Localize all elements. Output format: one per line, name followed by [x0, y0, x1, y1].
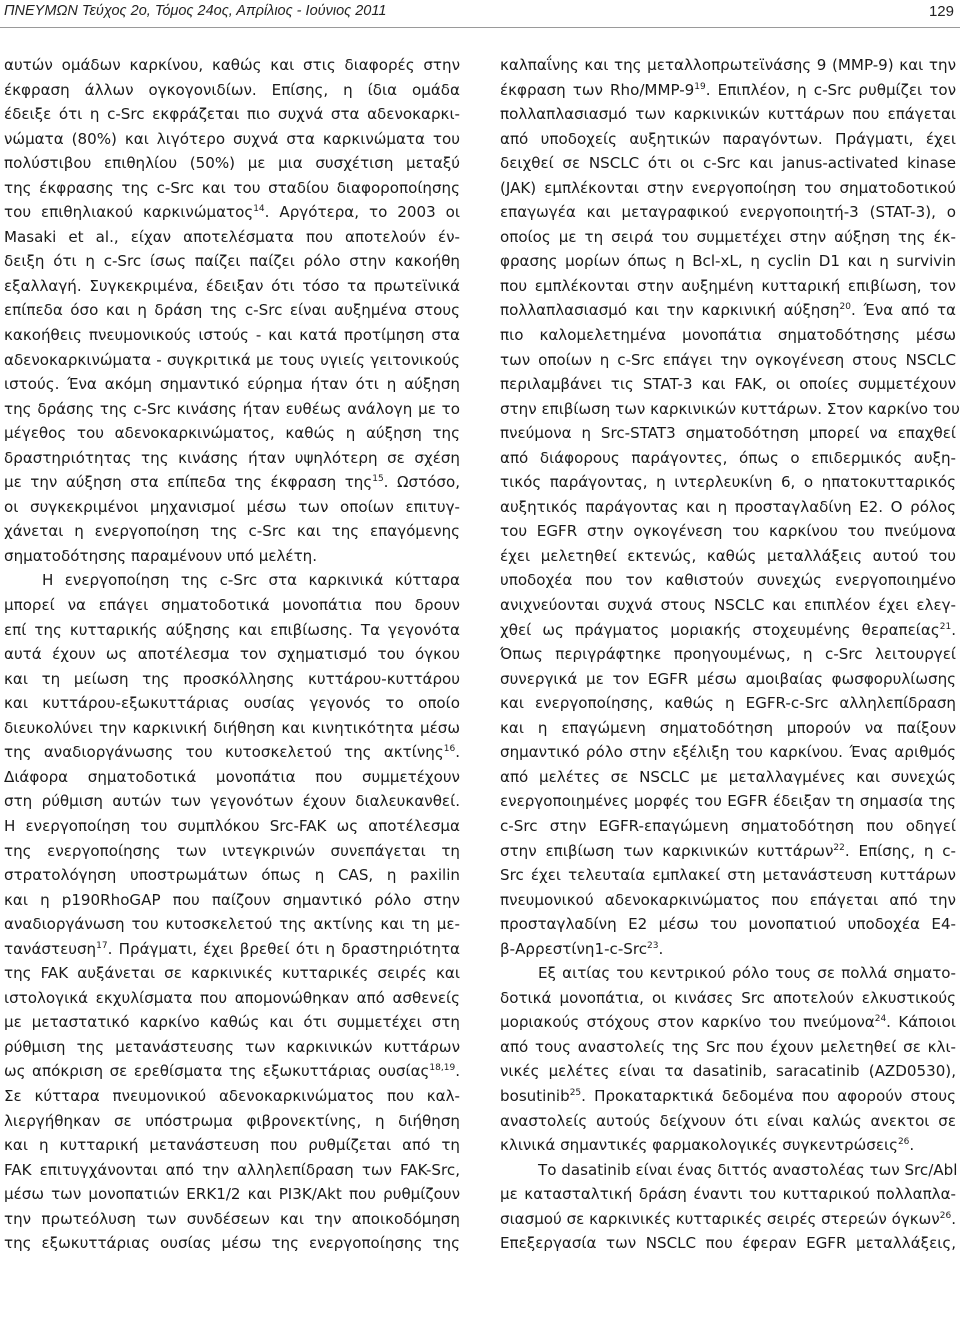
text-line: [500, 421, 956, 446]
reference-superscript: 14: [253, 204, 265, 215]
line-text: δειξη ότι η c-Src ίσως παίζει παίζει ρόλο στην κακοήθη: [4, 252, 460, 271]
text-line: [500, 1207, 956, 1232]
text-line: [500, 176, 956, 201]
reference-superscript: 24: [874, 1014, 887, 1025]
text-line: [4, 765, 460, 790]
text-line: [4, 519, 460, 544]
text-line: [4, 1084, 460, 1109]
reference-superscript: 26: [897, 1137, 910, 1148]
line-text: και η επαγώμενη σηματοδότηση μπορούν να παίξουν: [500, 718, 956, 737]
text-line: [500, 249, 956, 274]
line-text: έδειξε ότι η c-Src εκφράζεται πιο συχνά στα αδενοκαρκι-: [4, 105, 460, 124]
text-line: [500, 200, 956, 225]
line-text: της εξωκυττάριας ουσίας μέσω της ενεργοποίησης της: [4, 1234, 460, 1253]
line-text-continuation: .: [455, 743, 460, 762]
line-text: έκφραση των Rho/MMP-9: [500, 80, 695, 99]
text-line: [500, 1109, 956, 1134]
text-line: [4, 446, 460, 471]
text-line: [4, 78, 460, 103]
header-rule: [0, 27, 960, 28]
line-text: χάνεται η ενεργοποίηση της c-Src και της επαγόμενης: [4, 522, 460, 541]
line-text-continuation: .: [951, 1209, 956, 1228]
journal-title: ΠΝΕΥΜΩΝ Τεύχος 2ο, Τόμος 24ος, Απρίλιος - Ιούνιος 2011: [4, 3, 387, 19]
text-line: [500, 53, 956, 78]
line-text: διευκολύνει την καρκινική διήθηση και κινητικότητα μέσω: [4, 718, 460, 737]
text-line: [500, 495, 956, 520]
reference-superscript: 26: [939, 1210, 952, 1221]
text-line: [500, 1158, 956, 1183]
line-text: που εμπλέκονται στην αυξημένη κυτταρική επιβίωση, τον: [500, 276, 956, 295]
text-line: [4, 642, 460, 667]
text-line: [4, 1059, 460, 1084]
text-line: [500, 397, 960, 422]
reference-superscript: 20: [839, 302, 851, 313]
line-text-continuation: .: [951, 620, 956, 639]
text-line: [4, 397, 460, 422]
line-text-continuation: . Ωστόσο,: [383, 473, 460, 492]
text-line: [500, 937, 956, 962]
text-line: [500, 691, 956, 716]
line-text: Masaki et al., είχαν αποτελέσματα που αποτελούν έν-: [4, 227, 460, 246]
text-line: [4, 200, 460, 225]
text-line: [4, 1207, 460, 1232]
text-line: [4, 863, 460, 888]
text-line: [500, 740, 956, 765]
line-text-continuation: . Αργότερα, το 2003 οι: [264, 203, 460, 222]
line-text: στην επιβίωση των καρκινικών κυττάρων. Στον καρκίνο του: [500, 399, 960, 418]
text-line: [4, 274, 460, 299]
text-line: [4, 593, 460, 618]
text-line: [500, 544, 956, 569]
reference-superscript: 16: [443, 744, 456, 755]
text-line: [500, 298, 956, 323]
text-line: [500, 274, 956, 299]
line-text: με κατασταλτική δράση έναντι του κυτταρικού πολλαπλα-: [500, 1185, 956, 1204]
text-line: [4, 372, 460, 397]
line-text: c-Src στην EGFR-επαγώμενη σηματοδότηση που οδηγεί: [500, 816, 956, 835]
text-line: [4, 937, 460, 962]
text-line: [4, 470, 460, 495]
text-line: [500, 839, 956, 864]
text-line: [500, 323, 956, 348]
text-line: [500, 78, 956, 103]
text-line: [4, 151, 460, 176]
line-text: περιλαμβάνει τις STAT-3 και FAK, οι οποίες συμμετέχουν: [500, 375, 956, 394]
line-text: σιασμού σε καρκινικές κυτταρικές σειρές στερεών όγκων: [500, 1209, 940, 1228]
line-text-continuation: . Ένα από τα: [850, 301, 956, 320]
reference-superscript: 23: [647, 940, 659, 951]
text-line: [500, 151, 956, 176]
line-text: από τους αναστολείς της Src που έχουν μελετηθεί σε κλι-: [500, 1037, 956, 1056]
text-line: [4, 544, 460, 569]
line-text: επαγωγέα και μεταγραφικού ενεργοποιητή-3 (STAT-3), ο: [500, 203, 956, 222]
text-line: [500, 127, 956, 152]
line-text: ιστούς. Ένα ακόμη σημαντικό εύρημα ήταν ότι η αύξηση: [4, 375, 460, 394]
text-line: [4, 298, 460, 323]
line-text: αυτών ομάδων καρκίνου, καθώς και στις διαφορές στην: [4, 56, 460, 74]
line-text: (JAK) εμπλέκονται στην ενεργοποίηση του σηματοδοτικού: [500, 178, 956, 197]
line-text: έκφραση άλλων ογκογονιδίων. Επίσης, η ίδια ομάδα: [4, 80, 460, 99]
line-text-continuation: . Επιπλέον, η c-Src ρυθμίζει τον: [705, 80, 957, 99]
line-text: οι συγκεκριμένοι μηχανισμοί μέσω των οποίων επιτυγ-: [4, 497, 460, 516]
line-text: Src έχει τελευταία εμπλακεί στη μετανάστευση κυττάρων: [500, 866, 956, 885]
line-text-continuation: . Πράγματι, έχει βρεθεί ότι η δραστηριότητα: [107, 939, 460, 958]
line-text: β-Αρρεστίνη1-c-Src: [500, 939, 648, 958]
line-text: Εξ αιτίας του κεντρικού ρόλο τους σε πολλά σηματο-: [538, 964, 956, 983]
text-line: [500, 1231, 956, 1256]
text-line: [500, 446, 956, 471]
right-text-column: [500, 53, 960, 1256]
line-text: δειχθεί σε NSCLC ότι οι c-Src και janus-activated kinase: [500, 154, 956, 173]
text-line: [4, 53, 460, 78]
line-text-continuation: .: [909, 1136, 915, 1155]
line-text: και ενεργοποίησης, καθώς η EGFR-c-Src αλληλεπίδραση: [500, 694, 956, 713]
line-text: ανιχνεύονται συχνά στους NSCLC και επιπλέον έχει ελεγ-: [500, 596, 956, 615]
line-text: πνευμονικού αδενοκαρκινώματος που επάγεται από την: [500, 890, 956, 909]
line-text: σηματοδότησης παραμένουν υπό μελέτη.: [4, 546, 318, 565]
line-text: προσταγλαδίνη Ε2 μέσω του μονοπατιού υποδοχέα Ε4-: [500, 915, 956, 934]
line-text: αναστολείς αυτούς δείχνουν ότι είναι καλώς ανεκτοι σε: [500, 1111, 956, 1130]
text-line: [4, 127, 460, 152]
line-text: της δράσης της c-Src κινάσης ήταν ευθέως ανάλογη με το: [4, 399, 460, 418]
line-text: υποδοχέα που τον καθιστούν συνεχώς ενεργοποιημένο: [500, 571, 956, 590]
line-text: του EGFR στην ογκογένεση του καρκίνου του πνεύμονα: [500, 522, 956, 541]
text-line: [4, 176, 460, 201]
line-text: μέσω των μονοπατιών ERK1/2 και PI3K/Akt που ρυθμίζουν: [4, 1185, 460, 1204]
left-text-column: [4, 53, 460, 1256]
text-line: [500, 642, 956, 667]
text-line: [4, 495, 460, 520]
text-line: [500, 1035, 956, 1060]
text-line: [4, 716, 460, 741]
line-text: αναδιοργάνωση του κυτοσκελετού της ακτίνης και τη με-: [4, 915, 460, 934]
line-text-continuation: . Κάποιοι: [886, 1013, 956, 1032]
text-line: [500, 1182, 956, 1207]
text-line: [500, 1010, 956, 1035]
line-text-continuation: . Επίσης, η c-: [844, 841, 956, 860]
line-text: ως απόκριση σε ερεθίσματα της εξωκυττάριας ουσίας: [4, 1062, 430, 1081]
line-text: Διάφορα σηματοδοτικά μονοπάτια που συμμετέχουν: [4, 767, 460, 786]
line-text: επί της κυτταρικής αύξησης και επιβίωσης. Τα γεγονότα: [4, 620, 460, 639]
line-text-continuation: . Προκαταρκτικά δεδομένα που αφορούν στους: [581, 1086, 956, 1105]
reference-superscript: 22: [833, 842, 845, 853]
reference-superscript: 18,19: [429, 1063, 456, 1074]
line-text: πολλαπλασιασμό των καρκινικών κυττάρων που επάγεται: [500, 105, 956, 124]
text-line: [500, 225, 956, 250]
line-text: Όπως περιγράφτηκε προηγουμένως, η c-Src λειτουργεί: [500, 645, 956, 664]
text-line: [500, 470, 956, 495]
text-line: [4, 1109, 460, 1134]
line-text: ιστολογικά εκχυλίσματα που απομονώθηκαν από ασθενείς: [4, 988, 460, 1007]
text-line: [4, 986, 460, 1011]
line-text: πολλαπλασιασμό και την καρκινική αύξηση: [500, 301, 840, 320]
text-line: [500, 961, 956, 986]
line-text: τικός παράγοντας, η ιντερλευκίνη 6, ο ηπατοκυτταρικός: [500, 473, 956, 492]
line-text: μπορεί να επάγει σηματοδοτικά μονοπάτια που δρουν: [4, 596, 460, 615]
text-line: [500, 102, 956, 127]
line-text: της έκφρασης της c-Src και του σταδίου διαφοροποίησης: [4, 178, 460, 197]
line-text: καλπαΐνης και της μεταλλοπρωτεϊνάσης 9 (MMP-9) και την: [500, 56, 956, 74]
line-text: δραστηριότητας της κινάσης ήταν υψηλότερη σε σχέση: [4, 448, 460, 467]
line-text: εξαλλαγή. Συγκεκριμένα, έδειξαν ότι τόσο τα πρωτεϊνικά: [4, 276, 460, 295]
line-text: πολύστιβου επιθηλίου (50%) με μια συσχέτιση μεταξύ: [4, 154, 460, 173]
text-line: [500, 912, 956, 937]
text-line: [4, 1182, 460, 1207]
text-line: [4, 789, 460, 814]
text-line: [500, 1084, 956, 1109]
line-text: του επιθηλιακού καρκινώματος: [4, 203, 254, 222]
line-text: και κυττάρου-εξωκυττάριας ουσίας γεγονός το οποίο: [4, 694, 460, 713]
text-line: [4, 814, 460, 839]
line-text: φρασης μορίων όπως η Bcl-xL, η cyclin D1 και η survivin: [500, 252, 956, 271]
text-line: [500, 667, 956, 692]
text-line: [4, 225, 460, 250]
text-line: [4, 323, 460, 348]
text-line: [4, 888, 460, 913]
line-text: στην επιβίωση των καρκινικών κυττάρων: [500, 841, 834, 860]
text-line: [4, 421, 460, 446]
text-line: [500, 618, 956, 643]
reference-superscript: 19: [694, 81, 706, 92]
line-text: στρατολόγηση υποστρωμάτων όπως η CAS, η paxilin: [4, 866, 460, 885]
reference-superscript: 21: [939, 621, 952, 632]
line-text: των οποίων η c-Src επάγει την ογκογένεση στους NSCLC: [500, 350, 956, 369]
line-text-continuation: .: [455, 1062, 460, 1081]
page-header: [0, 0, 960, 32]
line-text: της FAK αυξάνεται σε καρκινικές κυτταρικές σειρές και: [4, 964, 460, 983]
line-text: ενεργοποιημένες μορφές του EGFR έδειξαν τη σημασία της: [500, 792, 956, 811]
line-text: από υποδοχείς αυξητικών παραγόντων. Πράγματι, έχει: [500, 129, 956, 148]
line-text-continuation: .: [658, 939, 664, 958]
line-text: από μελέτες σε NSCLC με μεταλλαγμένες και συνεχώς: [500, 767, 956, 786]
text-line: [4, 1010, 460, 1035]
text-line: [4, 961, 460, 986]
page-number: 129: [928, 3, 954, 20]
line-text: bosutinib: [500, 1086, 570, 1105]
text-line: [4, 740, 460, 765]
line-text: αυξητικός παράγοντας και η προσταγλαδίνη Ε2. Ο ρόλος: [500, 497, 956, 516]
line-text: οποίος με τη σειρά του συμμετέχει στην αύξηση της έκ-: [500, 227, 956, 246]
line-text: αυτά έχουν ως αποτέλεσμα τον σχηματισμό του όγκου: [4, 645, 460, 664]
text-line: [4, 667, 460, 692]
text-line: [500, 568, 956, 593]
line-text: σημαντικό ρόλο στην εξέλιξη του καρκίνου. Ένας αριθμός: [500, 743, 956, 762]
line-text: από διάφορους παράγοντες, όπως ο επιδερμικός αυξη-: [500, 448, 956, 467]
line-text: στη ρύθμιση αυτών των γεγονότων έχουν διαλευκανθεί.: [4, 792, 460, 811]
text-line: [500, 986, 956, 1011]
line-text: και η p190RhoGAP που παίζουν σημαντικό ρόλο στην: [4, 890, 460, 909]
line-text: και η κυτταρική μετανάστευση που ρυθμίζεται από τη: [4, 1136, 460, 1155]
reference-superscript: 25: [569, 1087, 582, 1098]
text-line: [500, 348, 956, 373]
line-text: Η ενεργοποίηση της c-Src στα καρκινικά κύτταρα: [42, 571, 460, 590]
line-text: Επεξεργασία των NSCLC που έφεραν EGFR μεταλλάξεις,: [500, 1234, 956, 1253]
text-line: [4, 102, 460, 127]
text-line: [4, 348, 460, 373]
text-line: [500, 372, 956, 397]
text-line: [500, 765, 956, 790]
line-text: Σε κύτταρα πνευμονικού αδενοκαρκινώματος που καλ-: [4, 1086, 460, 1105]
text-line: [500, 716, 956, 741]
line-text: τανάστευση: [4, 939, 97, 958]
line-text: λιεργήθηκαν σε υπόστρωμα φιβρονεκτίνης, η διήθηση: [4, 1111, 460, 1130]
line-text: συνεργικά με τον EGFR μέσω αμοιβαίας φωσφορυλίωσης: [500, 669, 956, 688]
line-text: FAK επιτυγχάνονται από την αλληλεπίδραση των FAK-Src,: [4, 1160, 460, 1179]
text-line: [500, 888, 956, 913]
text-line: [500, 593, 956, 618]
text-line: [4, 1231, 460, 1256]
line-text: αδενοκαρκινώματα - συγκριτικά με τους υγιείς γειτονικούς: [4, 350, 460, 369]
line-text: Το dasatinib είναι ένας διττός αναστολέας των Src/Abl: [538, 1160, 958, 1179]
line-text: πνεύμονα η Src-STAT3 σηματοδότηση μπορεί να επαχθεί: [500, 424, 956, 443]
reference-superscript: 15: [372, 474, 384, 485]
line-text: της ενεργοποίησης των ιντεγκρινών συνεπάγεται τη: [4, 841, 460, 860]
text-line: [4, 618, 460, 643]
text-line: [4, 1133, 460, 1158]
line-text: την πρωτεόλυση των συνδέσεων και την αποικοδόμηση: [4, 1209, 460, 1228]
text-line: [4, 249, 460, 274]
line-text: Η ενεργοποίηση του συμπλόκου Src-FAK ως αποτέλεσμα: [4, 816, 460, 835]
text-line: [500, 519, 956, 544]
text-line: [4, 568, 460, 593]
text-line: [4, 691, 460, 716]
line-text: χθεί ως πράγματος μοριακής στοχευμένης θεραπείας: [500, 620, 940, 639]
line-text: δοτικά μονοπάτια, οι κινάσες Src αποτελούν ελκυστικούς: [500, 988, 956, 1007]
line-text: κακοήθεις πνευμονικούς ιστούς - και κατά προτίμηση στα: [4, 326, 460, 345]
line-text: πιο καλομελετημένα μονοπάτια σηματοδότησης μέσω: [500, 326, 956, 345]
line-text: επίπεδα όσο και η δράση της c-Src είναι αυξημένα στους: [4, 301, 460, 320]
text-line: [500, 1133, 956, 1158]
line-text: κλινικά σημαντικές φαρμακολογικές συγκεντρώσεις: [500, 1136, 898, 1155]
text-line: [500, 1059, 956, 1084]
line-text: της αναδιοργάνωσης του κυτοσκελετού της ακτίνης: [4, 743, 444, 762]
line-text: έχει μελετηθεί εκτενώς, καθώς μεταλλάξεις αυτού του: [500, 546, 956, 565]
reference-superscript: 17: [96, 940, 108, 951]
text-line: [4, 839, 460, 864]
line-text: νικές μελέτες είναι τα dasatinib, saracatinib (AZD0530),: [500, 1062, 956, 1081]
line-text: μέγεθος του αδενοκαρκινώματος, καθώς η αύξηση της: [4, 424, 460, 443]
text-line: [4, 1158, 460, 1183]
text-line: [4, 912, 460, 937]
text-line: [500, 789, 956, 814]
line-text: με μεταστατικό καρκίνο καθώς και ότι συμμετέχει στη: [4, 1013, 460, 1032]
text-line: [500, 814, 956, 839]
text-line: [4, 1035, 460, 1060]
line-text: ρύθμιση της μετανάστευσης των καρκινικών κυττάρων: [4, 1037, 460, 1056]
line-text: νώματα (80%) και λιγότερο συχνά στα καρκινώματα του: [4, 129, 460, 148]
line-text: με την αύξηση στα επίπεδα της έκφραση της: [4, 473, 373, 492]
line-text: μοριακούς στόχους στον καρκίνο του πνεύμονα: [500, 1013, 875, 1032]
line-text: και τη μείωση της προσκόλλησης κυττάρου-κυττάρου: [4, 669, 460, 688]
text-line: [500, 863, 956, 888]
